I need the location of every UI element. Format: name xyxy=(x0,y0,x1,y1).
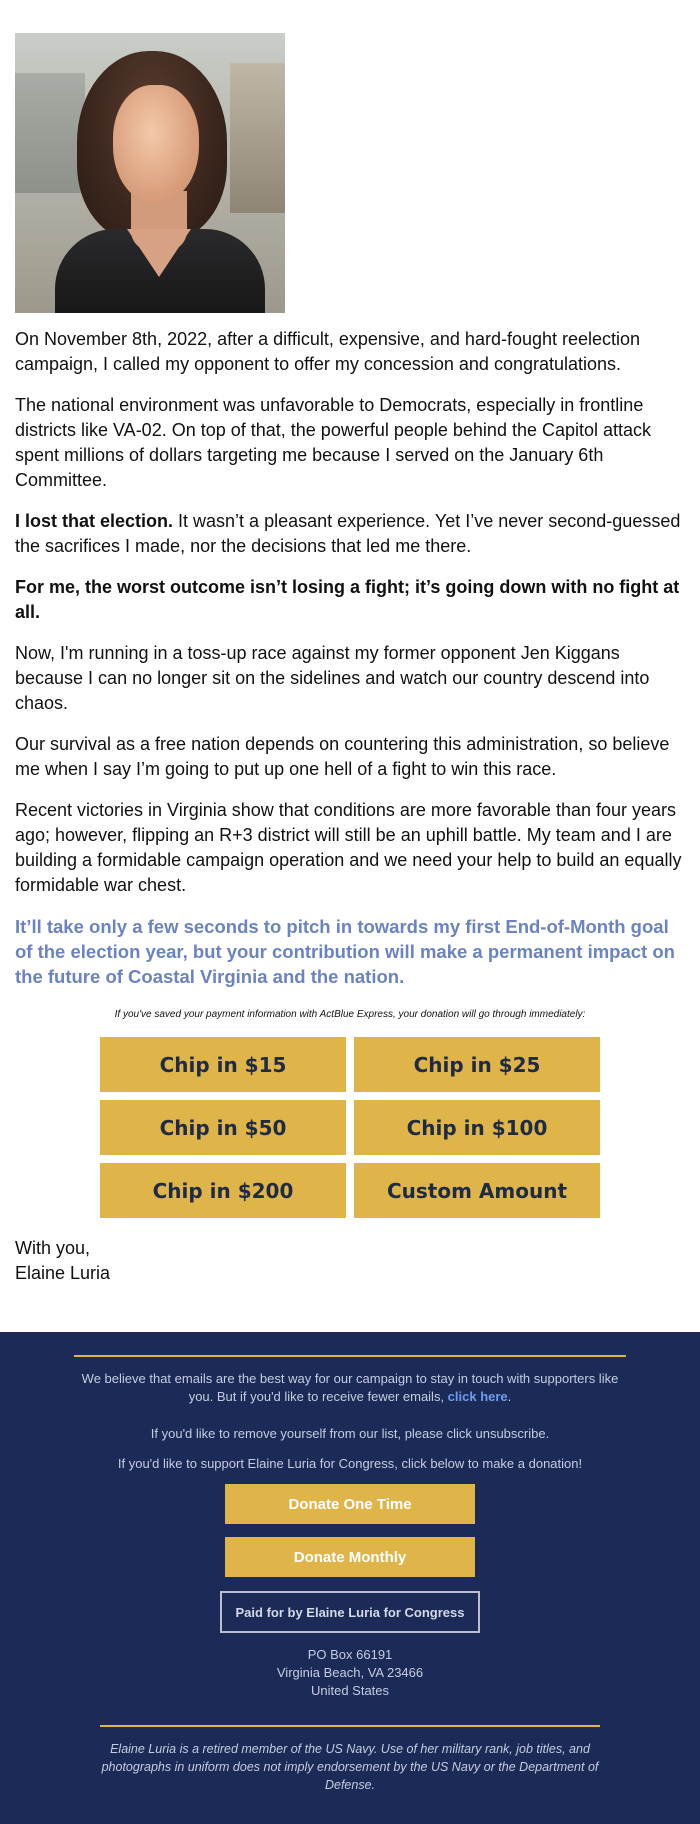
footer-emails-body: We believe that emails are the best way for our campaign to stay in touch with supporters like you. But if you'd like to receive fewer emails, xyxy=(81,1371,619,1404)
paragraph-donation-ask: It’ll take only a few seconds to pitch in towards my first End-of-Month goal of the election year, but your contribution will make a permanent impact on the future of Coastal Virginia and the nation. xyxy=(15,916,675,987)
paragraph-running-again: Now, I'm running in a toss-up race against my former opponent Jen Kiggans because I can no longer sit on the sidelines and watch our country descend into chaos. xyxy=(15,643,650,713)
lost-election-bold: I lost that election. xyxy=(15,511,174,531)
paragraph-lost-election xyxy=(15,509,685,559)
footer-emails-end: . xyxy=(507,1389,512,1404)
donate-monthly-button[interactable]: Donate Monthly xyxy=(225,1537,475,1577)
chip-in-25-button[interactable]: Chip in $25 xyxy=(354,1037,600,1092)
footer-top-divider xyxy=(74,1355,626,1357)
signoff xyxy=(15,1236,685,1286)
donate-one-time-button[interactable]: Donate One Time xyxy=(225,1484,475,1524)
footer-emails-text xyxy=(70,1370,630,1406)
actblue-note: If you've saved your payment information with ActBlue Express, your donation will go through immediately: xyxy=(114,1009,586,1020)
footer-bottom-divider xyxy=(100,1725,600,1727)
signoff-closing: With you, xyxy=(15,1238,91,1258)
signoff-name: Elaine Luria xyxy=(15,1263,111,1283)
paragraph-virginia-victories: Recent victories in Virginia show that conditions are more favorable than four years ago; however, flipping an R+3 district will still be an uphill battle. My team and I are building a formidable campaign operation and we need your help to build an equally formidable war chest. xyxy=(15,800,682,895)
paragraph-environment: The national environment was unfavorable to Democrats, especially in frontline districts like VA-02. On top of that, the powerful people behind the Capitol attack spent millions of dollars targeting me because I served on the January 6th Committee. xyxy=(15,395,652,490)
military-disclaimer: Elaine Luria is a retired member of the US Navy. Use of her military rank, job titles, and photographs in uniform does not imply endorsement by the US Navy or the Department of Defense. xyxy=(101,1742,599,1792)
paragraph-worst-outcome: For me, the worst outcome isn’t losing a fight; it’s going down with no fight at all. xyxy=(15,577,680,622)
footer-support-text: If you'd like to support Elaine Luria for Congress, click below to make a donation! xyxy=(117,1456,583,1471)
address-line-3: United States xyxy=(310,1683,390,1698)
paragraph-concession: On November 8th, 2022, after a difficult, expensive, and hard-fought reelection campaign, I called my opponent to offer my concession and congratulations. xyxy=(15,329,641,374)
lost-election-rest: It wasn’t a pleasant experience. Yet I’ve never second-guessed the sacrifices I made, nor the decisions that led me there. xyxy=(15,511,681,556)
chip-in-200-button[interactable]: Chip in $200 xyxy=(100,1163,346,1218)
fewer-emails-link[interactable]: click here xyxy=(447,1389,508,1404)
candidate-photo xyxy=(15,33,285,313)
chip-in-50-button[interactable]: Chip in $50 xyxy=(100,1100,346,1155)
paragraph-survival: Our survival as a free nation depends on countering this administration, so believe me when I say I’m going to put up one hell of a fight to win this race. xyxy=(15,734,670,779)
address-line-2: Virginia Beach, VA 23466 xyxy=(276,1665,424,1680)
address-line-1: PO Box 66191 xyxy=(307,1647,393,1662)
footer-unsubscribe-text: If you'd like to remove yourself from our list, please click unsubscribe. xyxy=(150,1426,550,1441)
custom-amount-button[interactable]: Custom Amount xyxy=(354,1163,600,1218)
donation-buttons xyxy=(100,1037,600,1218)
chip-in-15-button[interactable]: Chip in $15 xyxy=(100,1037,346,1092)
paid-for-box: Paid for by Elaine Luria for Congress xyxy=(220,1591,480,1633)
footer xyxy=(0,1332,700,1824)
chip-in-100-button[interactable]: Chip in $100 xyxy=(354,1100,600,1155)
